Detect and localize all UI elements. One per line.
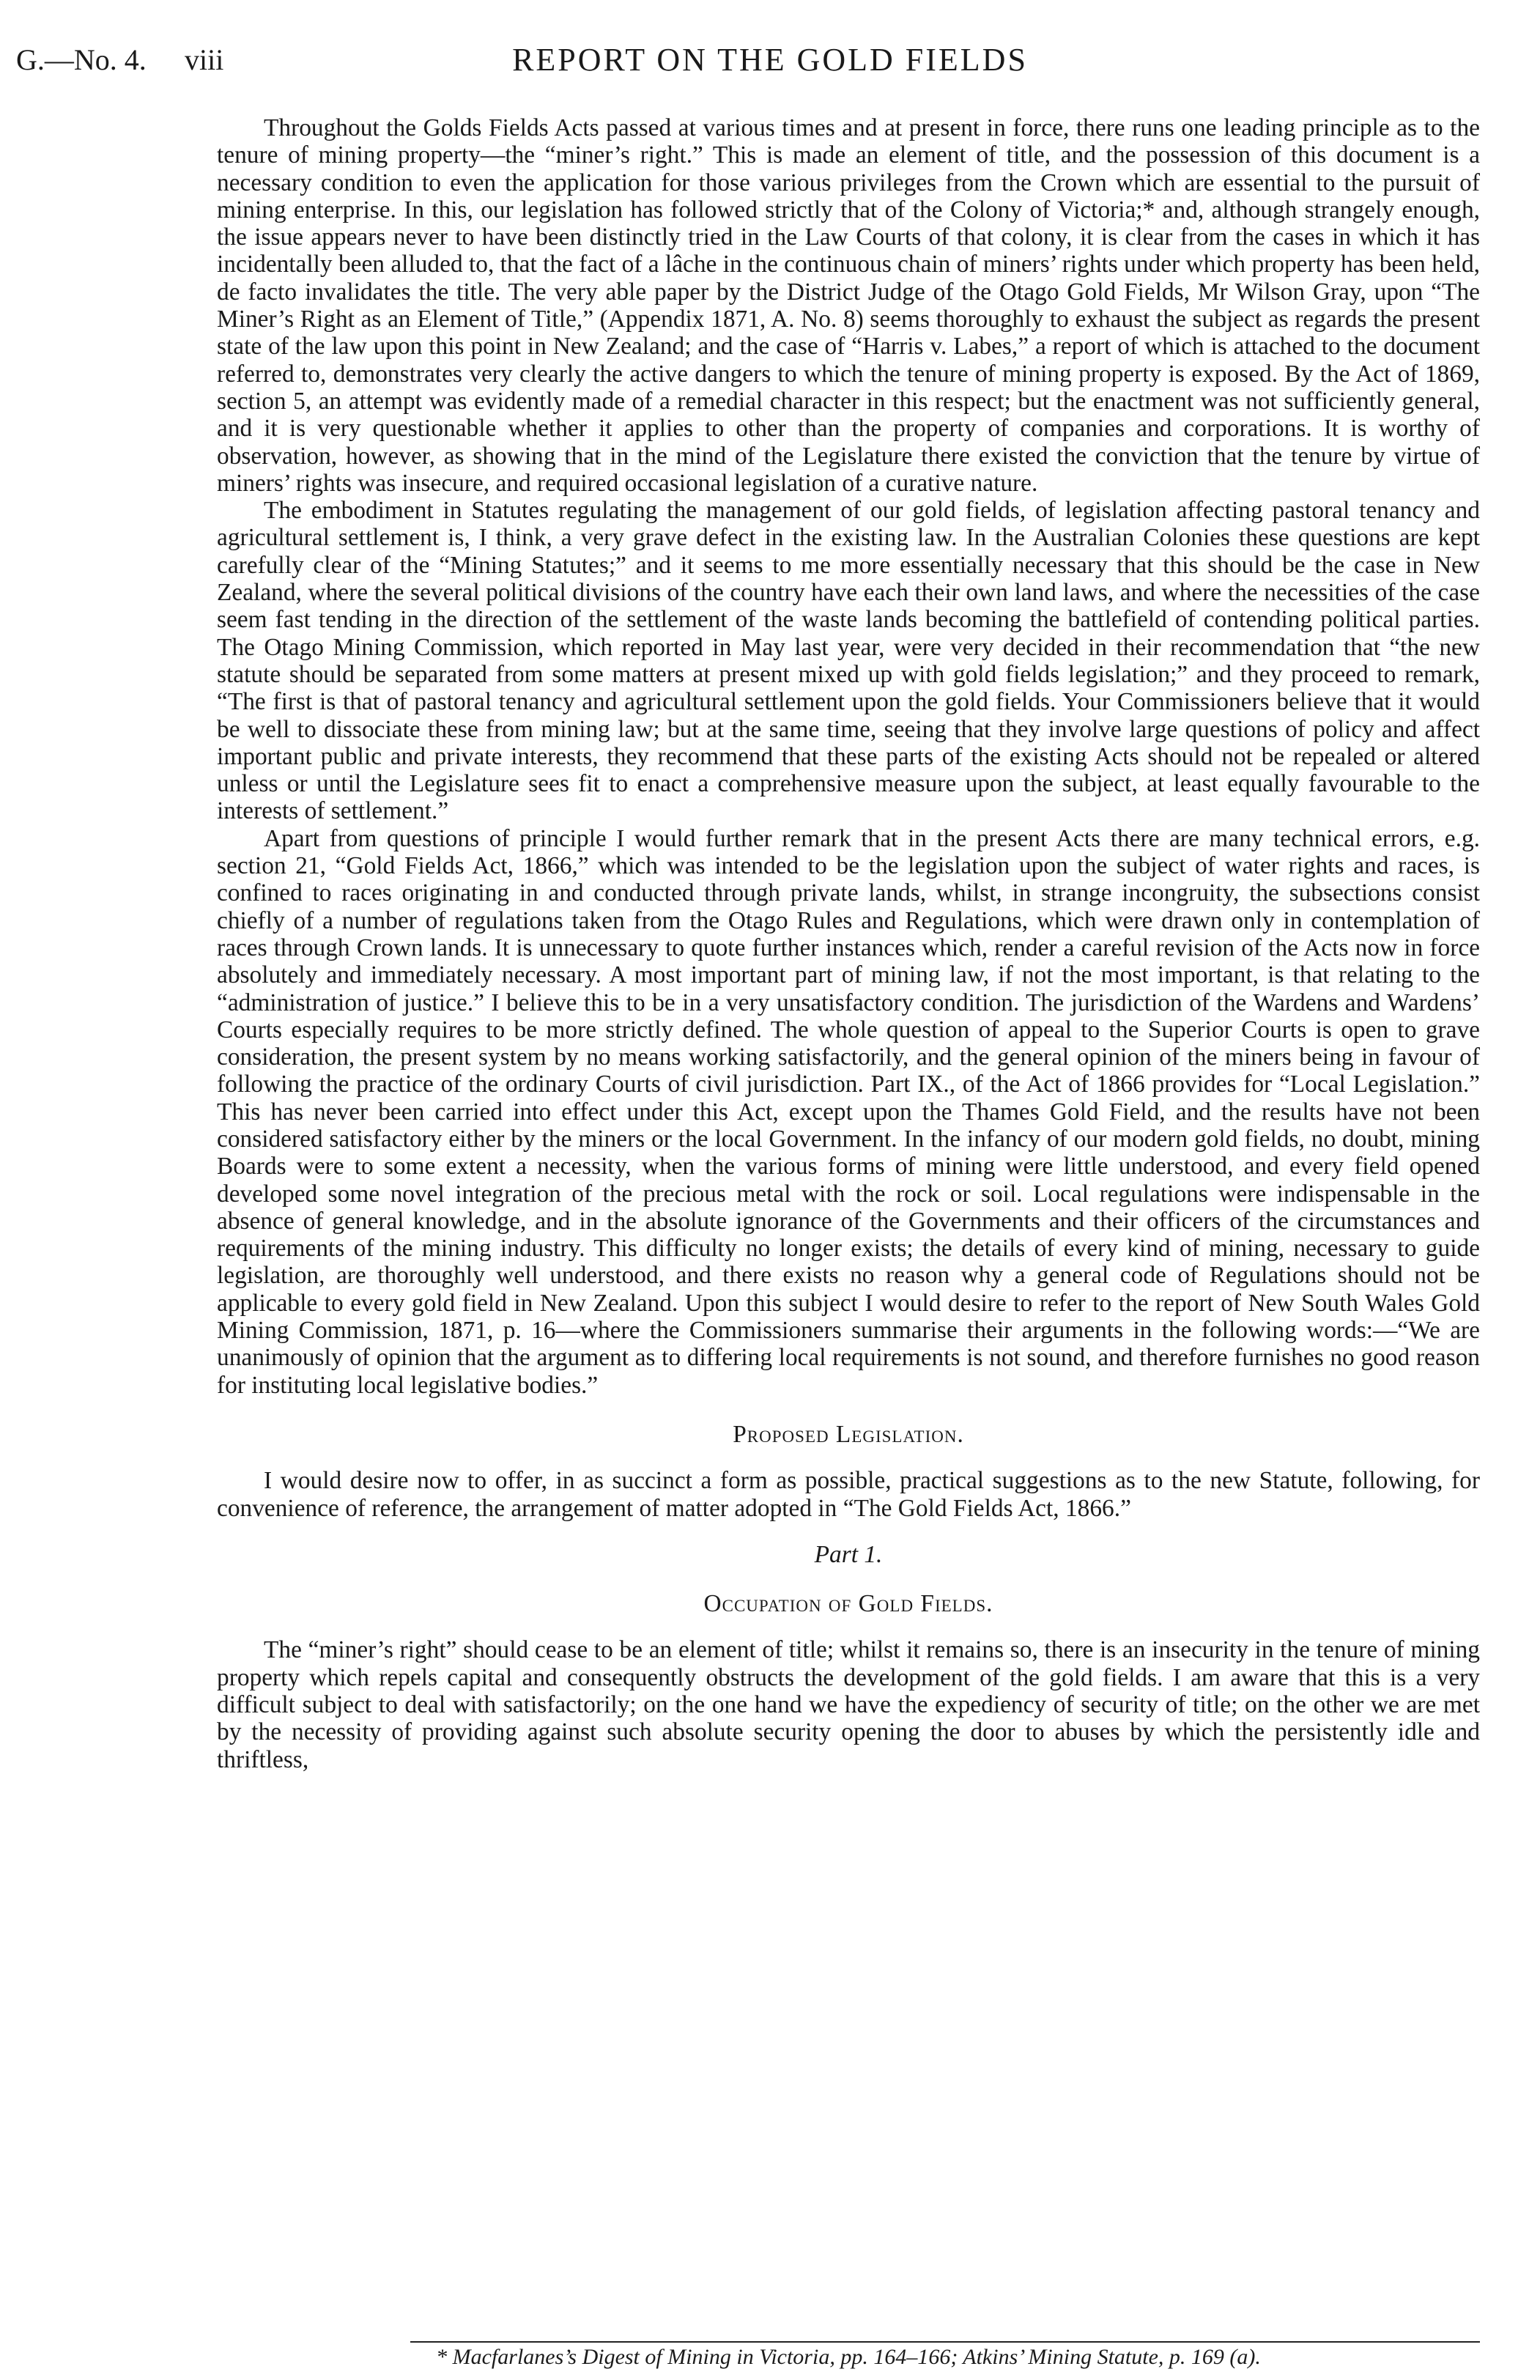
paragraph-technical-errors: Apart from questions of principle I would further remark that in the present Acts there are many technical errors, e.g. section 21, “Gold Fields Act, 1866,” which was intended to be the legislation upon the subject of water rights and races, is confined to races originating in and conducted through private lands, whilst, in strange incongruity, the subsections consist chiefly of a number of regulations taken from the Otago Rules and Regulations, which were drawn only in contemplation of races through Crown lands. It is unnecessary to quote further instances which, render a careful revision of the Acts now in force absolutely and immediately necessary. A most important part of mining law, if not the most important, is that relating to the “administration of justice.” I believe this to be in a very unsatisfactory condition. The jurisdiction of the Wardens and Wardens’ Courts especially requires to be more strictly defined. The whole question of appeal to the Superior Courts is open to grave consideration, the present system by no means working satisfactorily, and the general opinion of the miners being in favour of following the practice of the ordinary Courts of civil jurisdiction. Part IX., of the Act of 1866 provides for “Local Legislation.” This has never been carried into effect under this Act, except upon the Thames Gold Field, and the results have not been considered satisfactory either by the miners or the local Government. In the infancy of our modern gold fields, no doubt, mining Boards were to some extent a necessity, when the various forms of mining were little understood, and every field opened developed some novel integration of the precious metal with the rock or soil. Local regulations were indispensable in the absence of general knowledge, and in the absolute ignorance of the Governments and their officers of the circumstances and requirements of the mining industry. This difficulty no longer exists; the details of every kind of mining, necessary to guide legislation, are thoroughly well understood, and there exists no reason why a general code of Regulations should not be applicable to every gold field in New Zealand. Upon this subject I would desire to refer to the report of New South Wales Gold Mining Commission, 1871, p. 16—where the Commissioners summarise their arguments in the following words:—“We are unanimously of opinion that the argument as to differing local requirements is not sound, and therefore furnishes no good reason for instituting local legislative bodies.” bbox=[217, 824, 1480, 1399]
section-heading-proposed-legislation: Proposed Legislation. bbox=[733, 1420, 964, 1448]
footnote: * Macfarlanes’s Digest of Mining in Victoria, pp. 164–166; Atkins’ Mining Statute, p. 169 (a). bbox=[436, 2345, 1261, 2369]
paragraph-miners-right: Throughout the Golds Fields Acts passed at various times and at present in force, there runs one leading principle as to the tenure of mining property—the “miner’s right.” This is made an element of title, and the possession of this document is a necessary condition to even the application for those various privileges from the Crown which are essential to the pursuit of mining enterprise. In this, our legislation has followed strictly that of the Colony of Victoria;* and, although strangely enough, the issue appears never to have been distinctly tried in the Law Courts of that colony, it is clear from the cases in which it has incidentally been alluded to, that the fact of a lâche in the continuous chain of miners’ rights under which property has been held, de facto invalidates the title. The very able paper by the District Judge of the Otago Gold Fields, Mr Wilson Gray, upon “The Miner’s Right as an Element of Title,” (Appendix 1871, A. No. 8) seems thoroughly to exhaust the subject as regards the present state of the law upon this point in New Zealand; and the case of “Harris v. Labes,” a report of which is attached to the document referred to, demonstrates very clearly the active dangers to which the tenure of mining property is exposed. By the Act of 1869, section 5, an attempt was evidently made of a remedial character in this respect; but the enactment was not sufficiently general, and it is very questionable whether it applies to other than the property of companies and corporations. It is worthy of observation, however, as showing that in the mind of the Legislature there existed the conviction that the tenure by virtue of miners’ rights was insecure, and required occasional legislation of a curative nature. bbox=[217, 114, 1481, 497]
page-number: viii bbox=[185, 43, 224, 76]
report-body bbox=[217, 114, 1480, 1773]
paragraph-proposed-legislation: I would desire now to offer, in as succinct a form as possible, practical suggestions as to the new Statute, following, for convenience of reference, the arrangement of matter adopted in “The Gold Fields Act, 1866.” bbox=[217, 1467, 1480, 1522]
part-label: Part 1. bbox=[814, 1540, 883, 1568]
paragraph-pastoral-tenancy: The embodiment in Statutes regulating the management of our gold fields, of legislation affecting pastoral tenancy and agricultural settlement is, I think, a very grave defect in the existing law. In the Australian Colonies these questions are kept carefully clear of the “Mining Statutes;” and it seems to me more essentially necessary that this should be the case in New Zealand, where the several political divisions of the country have each their own land laws, and where the necessities of the case seem fast tending in the direction of the settlement of the waste lands becoming the battlefield of contending political parties. The Otago Mining Commission, which reported in May last year, were very decided in their recommendation that “the new statute should be separated from some matters at present mixed up with gold fields legislation;” and they proceed to remark, “The first is that of pastoral tenancy and agricultural settlement upon the gold fields. Your Commissioners believe that it would be well to dissociate these from mining law; but at the same time, seeing that they involve large questions of policy and affect important public and private interests, they recommend that these parts of the existing Acts should not be repealed or altered unless or until the Legislature sees fit to enact a comprehensive measure upon the subject, at least equally favourable to the interests of settlement.” bbox=[217, 497, 1480, 825]
running-title: REPORT ON THE GOLD FIELDS bbox=[512, 42, 1028, 78]
running-header bbox=[0, 40, 1540, 91]
paragraph-occupation: The “miner’s right” should cease to be an element of title; whilst it remains so, there is an insecurity in the tenure of mining property which repels capital and consequently obstructs the development of the gold fields. I am aware that this is a very difficult subject to deal with satisfactorily; on the one hand we have the expediency of security of title; on the other we are met by the necessity of providing against such absolute security opening the door to abuses by which the persistently idle and thriftless, bbox=[217, 1636, 1480, 1773]
section-heading-occupation: Occupation of Gold Fields. bbox=[703, 1590, 993, 1618]
footnote-divider bbox=[410, 2341, 1480, 2343]
document-reference: G.—No. 4. bbox=[16, 43, 147, 76]
